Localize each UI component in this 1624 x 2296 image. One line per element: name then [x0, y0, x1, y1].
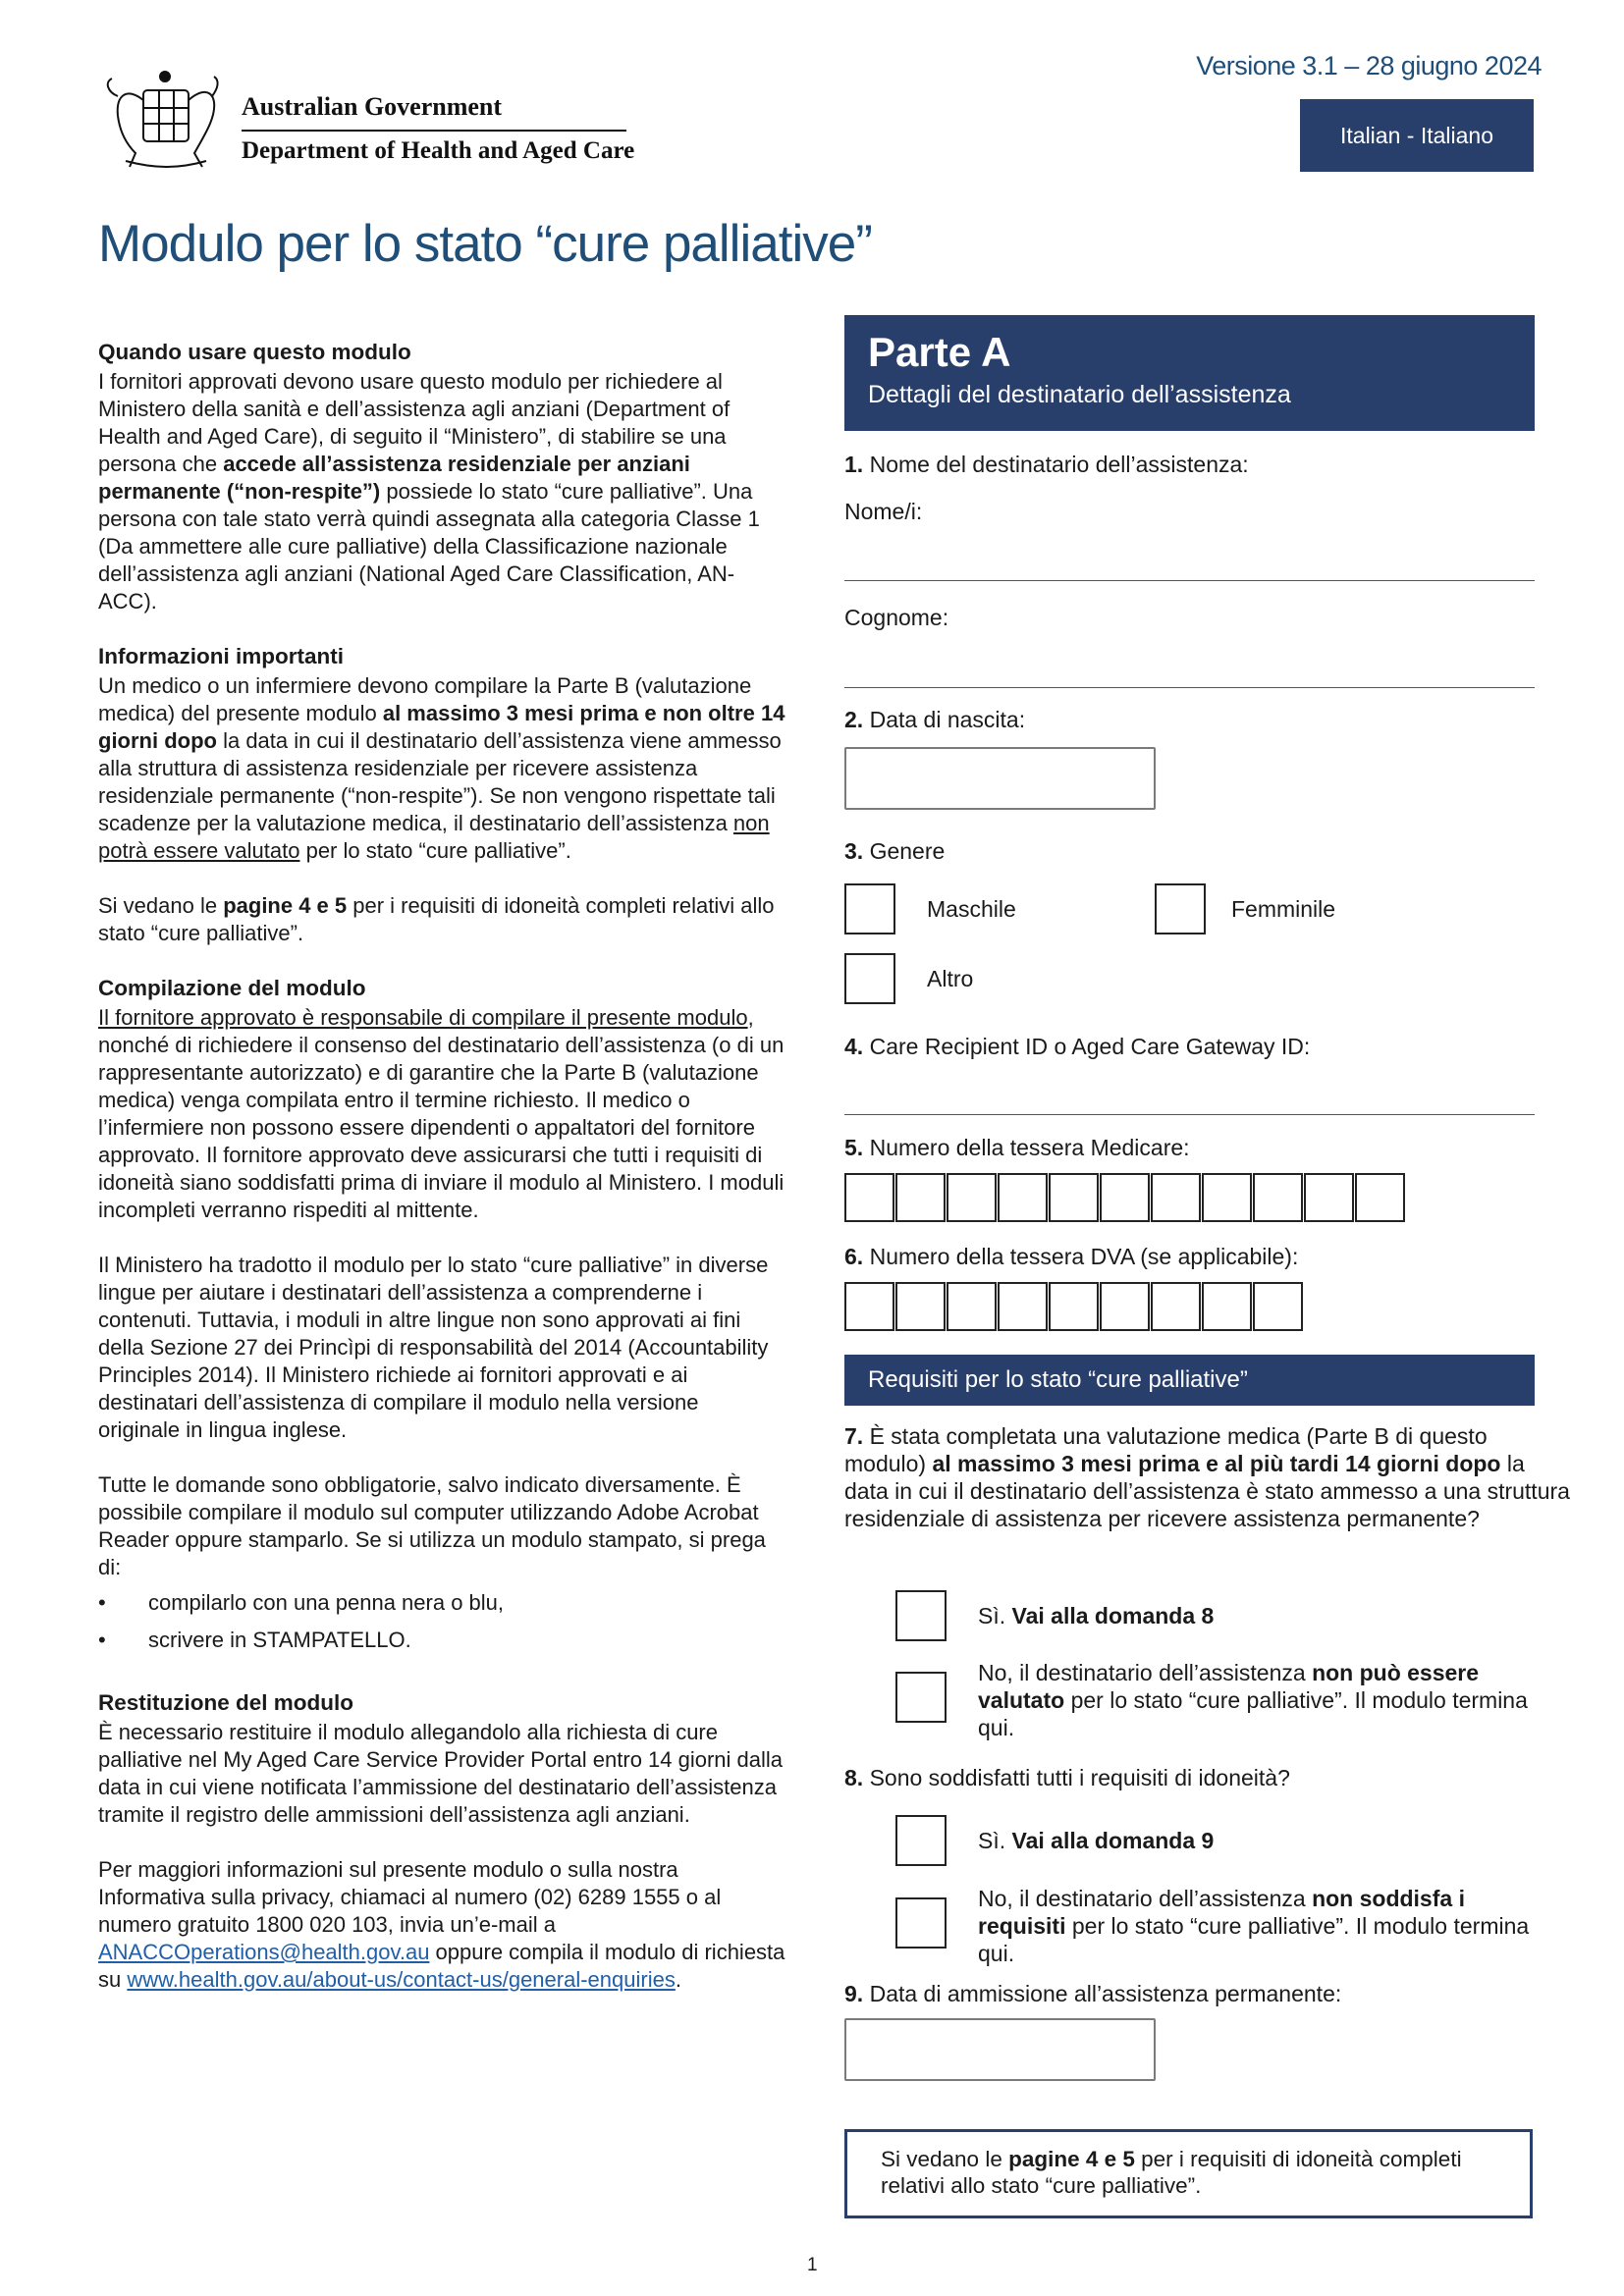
part-a-title: Parte A [868, 329, 1011, 375]
requirements-header: Requisiti per lo stato “cure palliative” [844, 1355, 1535, 1406]
section-heading: Quando usare questo modulo [98, 340, 411, 364]
email-link[interactable]: ANACCOperations@health.gov.au [98, 1940, 430, 1964]
q7-yes-label: Sì. Vai alla domanda 8 [978, 1603, 1215, 1629]
page-title: Modulo per lo stato “cure palliative” [98, 215, 872, 273]
q7-no-label: No, il destinatario dell’assistenza non può essere valutato per lo stato “cure palliative”. Il modulo termina qui. [978, 1660, 1528, 1740]
part-a-subtitle: Dettagli del destinatario dell’assistenza [868, 381, 1291, 408]
section-when-to-use [98, 339, 785, 615]
q7-no-checkbox[interactable] [895, 1672, 947, 1723]
paragraph: Tutte le domande sono obbligatorie, salvo indicato diversamente. È possibile compilare il modulo sul computer utilizzando Adobe Acrobat Reader oppure stamparlo. Se si utilizza un modulo stampato, si prega di: [98, 1472, 766, 1579]
q8-yes-label: Sì. Vai alla domanda 9 [978, 1828, 1215, 1853]
q8-yes-checkbox[interactable] [895, 1815, 947, 1866]
list-item: • compilarlo con una penna nera o blu, [98, 1589, 785, 1617]
section-heading: Restituzione del modulo [98, 1690, 354, 1715]
q7-yes-checkbox[interactable] [895, 1590, 947, 1641]
section-heading: Compilazione del modulo [98, 976, 366, 1000]
logo-divider [242, 130, 626, 132]
question-8: 8. Sono soddisfatti tutti i requisiti di idoneità? [844, 1765, 1290, 1790]
section-returning-form [98, 1689, 785, 1994]
admission-date-field[interactable] [844, 2018, 1156, 2081]
enquiries-link[interactable]: www.health.gov.au/about-us/contact-us/general-enquiries [127, 1967, 676, 1992]
question-7: 7. È stata completata una valutazione medica (Parte B di questo modulo) al massimo 3 mesi prima e al più tardi 14 giorni dopo la data in cui il destinatario dell’assistenza è stato ammesso a una struttura residenziale di assistenza per ricevere assistenza permanente? [844, 1423, 1570, 1531]
gender-other-label: Altro [927, 966, 974, 991]
q8-no-label: No, il destinatario dell’assistenza non soddisfa i requisiti per lo stato “cure palliative”. Il modulo termina qui. [978, 1886, 1530, 1966]
bullet-list [98, 1589, 785, 1654]
gender-male-label: Maschile [927, 896, 1016, 922]
question-5: 5. Numero della tessera Medicare: [844, 1135, 1190, 1160]
paragraph: I fornitori approvati devono usare questo modulo per richiedere al Ministero della sanità e dell’assistenza agli anziani (Department of Health and Aged Care), di seguito il “Ministero”, di stabilire se una persona che accede all’assistenza residenziale per anziani permanente (“non-respite”) possiede lo stato “cure palliative”. Una persona con tale stato verrà quindi assegnata alla categoria Classe 1 (Da ammettere alle cure palliative) della Classificazione nazionale dell’assistenza agli anziani (National Aged Care Classification, AN-ACC). [98, 369, 760, 614]
q8-no-checkbox[interactable] [895, 1897, 947, 1949]
paragraph: Un medico o un infermiere devono compilare la Parte B (valutazione medica) del presente modulo al massimo 3 mesi prima e non oltre 14 giorni dopo la data in cui il destinatario dell’assistenza viene ammesso alla struttura di assistenza residenziale per ricevere assistenza residenziale permanente (“non-respite”). Se non vengono rispettate tali scadenze per la valutazione medica, il destinatario dell’assistenza non potrà essere valutato per lo stato “cure palliative”. [98, 673, 785, 863]
question-2: 2. Data di nascita: [844, 707, 1026, 732]
page-number: 1 [807, 2255, 818, 2275]
instructions-column [98, 339, 785, 2021]
language-badge: Italian - Italiano [1300, 99, 1534, 172]
department-name: Department of Health and Aged Care [242, 137, 635, 164]
question-4: 4. Care Recipient ID o Aged Care Gateway ID: [844, 1034, 1311, 1059]
part-a-header [844, 315, 1535, 431]
eligibility-note: Si vedano le pagine 4 e 5 per i requisiti di idoneità completi relativi allo stato “cure palliative”. [844, 2129, 1533, 2218]
given-names-field[interactable] [844, 580, 1535, 581]
family-name-field[interactable] [844, 687, 1535, 688]
given-names-label: Nome/i: [844, 499, 923, 524]
gender-female-checkbox[interactable] [1155, 883, 1206, 934]
list-item: • scrivere in STAMPATELLO. [98, 1627, 785, 1654]
gender-other-checkbox[interactable] [844, 953, 895, 1004]
paragraph: Si vedano le pagine 4 e 5 per i requisiti di idoneità completi relativi allo stato “cure palliative”. [98, 893, 775, 945]
paragraph: Il Ministero ha tradotto il modulo per lo stato “cure palliative” in diverse lingue per aiutare i destinatari dell’assistenza a comprenderne i contenuti. Tuttavia, i moduli in altre lingue non sono approvati ai fini della Sezione 27 dei Princìpi di responsabilità del 2014 (Accountability Principles 2014). Il Ministero richiede ai fornitori approvati e ai destinatari dell’assistenza di compilare il modulo nella versione originale in lingua inglese. [98, 1253, 769, 1442]
family-name-label: Cognome: [844, 605, 949, 630]
section-important-info [98, 643, 785, 947]
paragraph: Il fornitore approvato è responsabile di compilare il presente modulo, nonché di richiedere il consenso del destinatario dell’assistenza (o di un rappresentante autorizzato) e di garantire che la Parte B (valutazione medica) venga compilata entro il termine richiesto. Il medico o l’infermiere non possono essere dipendenti o appaltatori del fornitore approvato. Il fornitore approvato deve assicurarsi che tutti i requisiti di idoneità siano soddisfatti prima di inviare il modulo al Ministero. I moduli incompleti verranno rispediti al mittente. [98, 1005, 785, 1222]
medicare-number-field[interactable] [844, 1173, 1406, 1222]
version-label: Versione 3.1 – 28 giugno 2024 [1196, 51, 1542, 80]
paragraph: Per maggiori informazioni sul presente modulo o sulla nostra Informativa sulla privacy, chiamaci al numero (02) 6289 1555 o al numero gratuito 1800 020 103, invia un’e-mail a ANACCOperations@health.gov.au oppure compila il modulo di richiesta su www.health.gov.au/about-us/contact-us/general-enquiries. [98, 1857, 785, 1992]
section-completing-form [98, 975, 785, 1654]
government-name: Australian Government [242, 92, 503, 121]
dva-number-field[interactable] [844, 1282, 1304, 1331]
gender-female-label: Femminile [1231, 896, 1336, 922]
question-1: 1. Nome del destinatario dell’assistenza: [844, 452, 1249, 477]
care-recipient-id-field[interactable] [844, 1114, 1535, 1115]
section-heading: Informazioni importanti [98, 644, 344, 668]
date-of-birth-field[interactable] [844, 747, 1156, 810]
question-6: 6. Numero della tessera DVA (se applicabile): [844, 1244, 1299, 1269]
question-9: 9. Data di ammissione all’assistenza permanente: [844, 1981, 1342, 2006]
paragraph: È necessario restituire il modulo allegandolo alla richiesta di cure palliative nel My Aged Care Service Provider Portal entro 14 giorni dalla data in cui viene notificata l’ammissione del destinatario dell’assistenza tramite il registro delle ammissioni dell’assistenza agli anziani. [98, 1720, 784, 1827]
question-3: 3. Genere [844, 838, 946, 864]
gender-male-checkbox[interactable] [844, 883, 895, 934]
